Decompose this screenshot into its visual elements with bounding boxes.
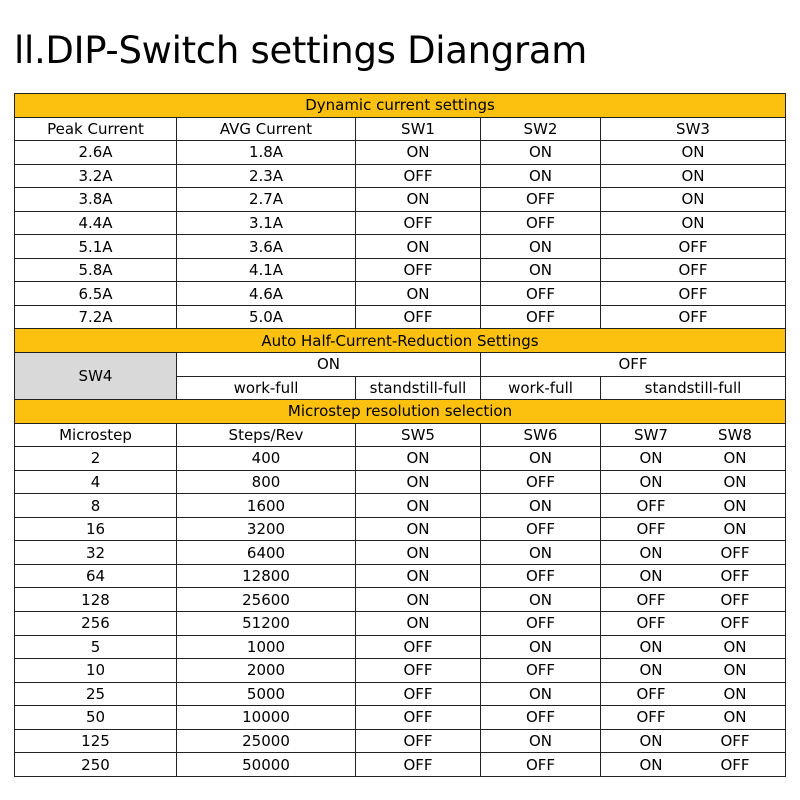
micro-cell: OFF <box>720 732 750 751</box>
micro-cell: OFF <box>720 567 750 586</box>
micro-row <box>15 564 786 588</box>
dynamic-cell: 1.8A <box>177 141 356 165</box>
micro-cell: ON <box>723 496 747 515</box>
micro-cell: ON <box>356 470 481 494</box>
dynamic-cell: ON <box>601 164 786 188</box>
micro-cell: OFF <box>356 682 481 706</box>
dynamic-cell: OFF <box>356 258 481 282</box>
micro-cell: 12800 <box>177 564 356 588</box>
micro-cell: ON <box>481 588 601 612</box>
micro-col-header: Steps/Rev <box>177 423 356 447</box>
micro-cell: 125 <box>15 729 177 753</box>
sw7-sw8-pair <box>601 589 785 611</box>
micro-cell: OFF <box>356 729 481 753</box>
micro-cell: OFF <box>481 753 601 777</box>
sw7-sw8-pair <box>601 565 785 587</box>
micro-cell: ON <box>723 661 747 680</box>
micro-row <box>15 729 786 753</box>
half-heading: Auto Half-Current-Reduction Settings <box>15 329 786 353</box>
micro-cell: 1600 <box>177 494 356 518</box>
micro-cell: OFF <box>481 706 601 730</box>
micro-column-headers <box>15 423 786 447</box>
sw7-sw8-cell <box>601 470 786 494</box>
dynamic-cell: ON <box>481 258 601 282</box>
dynamic-cell: 4.4A <box>15 211 177 235</box>
micro-cell: OFF <box>636 496 666 515</box>
dynamic-cell: 4.1A <box>177 258 356 282</box>
dynamic-cell: ON <box>356 282 481 306</box>
micro-cell: 5000 <box>177 682 356 706</box>
micro-cell: ON <box>481 729 601 753</box>
sw7-sw8-pair <box>601 471 785 493</box>
micro-cell: ON <box>639 543 663 562</box>
sw7-sw8-cell <box>601 635 786 659</box>
micro-cell: 50000 <box>177 753 356 777</box>
sw7-sw8-pair <box>601 447 785 469</box>
dynamic-heading: Dynamic current settings <box>15 94 786 118</box>
sw7-sw8-cell <box>601 612 786 636</box>
micro-col-header: SW7 <box>634 425 668 444</box>
dynamic-cell: ON <box>481 235 601 259</box>
micro-cell: 25600 <box>177 588 356 612</box>
dynamic-row <box>15 235 786 259</box>
micro-row <box>15 447 786 471</box>
micro-cell: ON <box>723 520 747 539</box>
micro-cell: 250 <box>15 753 177 777</box>
sw7-sw8-pair <box>601 495 785 517</box>
micro-cell: OFF <box>481 470 601 494</box>
micro-cell: ON <box>356 564 481 588</box>
micro-cell: 800 <box>177 470 356 494</box>
micro-cell: 64 <box>15 564 177 588</box>
micro-cell: OFF <box>636 614 666 633</box>
sw7-sw8-cell <box>601 564 786 588</box>
micro-cell: ON <box>723 473 747 492</box>
dynamic-cell: OFF <box>481 211 601 235</box>
micro-cell: OFF <box>481 517 601 541</box>
dynamic-cell: 3.8A <box>15 188 177 212</box>
dynamic-cell: 7.2A <box>15 305 177 329</box>
sw7-sw8-cell <box>601 682 786 706</box>
micro-cell: ON <box>723 684 747 703</box>
half-option: standstill-full <box>356 376 481 400</box>
micro-col-header: SW8 <box>718 425 752 444</box>
micro-cell: ON <box>639 449 663 468</box>
dynamic-cell: 3.2A <box>15 164 177 188</box>
micro-cell: OFF <box>636 520 666 539</box>
micro-row <box>15 753 786 777</box>
sw7-sw8-pair <box>601 659 785 681</box>
micro-cell: ON <box>481 682 601 706</box>
micro-cell: 2 <box>15 447 177 471</box>
micro-cell: ON <box>356 517 481 541</box>
micro-cell: OFF <box>720 590 750 609</box>
sw7-sw8-pair <box>601 612 785 634</box>
micro-cell: ON <box>356 494 481 518</box>
dynamic-cell: OFF <box>601 258 786 282</box>
micro-row <box>15 470 786 494</box>
dynamic-cell: 2.7A <box>177 188 356 212</box>
micro-cell: OFF <box>356 635 481 659</box>
micro-cell: ON <box>356 541 481 565</box>
micro-cell: 4 <box>15 470 177 494</box>
dynamic-cell: ON <box>356 188 481 212</box>
micro-row <box>15 517 786 541</box>
col-header-sw1: SW1 <box>356 117 481 141</box>
micro-row <box>15 588 786 612</box>
dynamic-row <box>15 211 786 235</box>
micro-cell: 400 <box>177 447 356 471</box>
micro-cell: OFF <box>636 590 666 609</box>
micro-cell: 6400 <box>177 541 356 565</box>
sw7-sw8-cell <box>601 494 786 518</box>
dynamic-cell: 3.1A <box>177 211 356 235</box>
micro-cell: OFF <box>356 659 481 683</box>
micro-cell: 5 <box>15 635 177 659</box>
col-header-sw2: SW2 <box>481 117 601 141</box>
micro-row <box>15 494 786 518</box>
micro-row <box>15 541 786 565</box>
col-header-avg-current: AVG Current <box>177 117 356 141</box>
micro-cell: ON <box>481 447 601 471</box>
micro-cell: OFF <box>356 706 481 730</box>
dynamic-cell: ON <box>601 188 786 212</box>
micro-cell: ON <box>639 473 663 492</box>
micro-row <box>15 682 786 706</box>
dynamic-cell: ON <box>356 141 481 165</box>
page-title: ll.DIP-Switch settings Diangram <box>14 29 587 72</box>
sw7-sw8-cell <box>601 517 786 541</box>
half-on-label: ON <box>177 353 481 377</box>
micro-cell: OFF <box>356 753 481 777</box>
half-off-label: OFF <box>481 353 786 377</box>
micro-cell: 25000 <box>177 729 356 753</box>
dynamic-row <box>15 258 786 282</box>
micro-cell: 1000 <box>177 635 356 659</box>
dynamic-cell: 3.6A <box>177 235 356 259</box>
micro-cell: ON <box>356 447 481 471</box>
dynamic-cell: OFF <box>356 164 481 188</box>
col-header-sw3: SW3 <box>601 117 786 141</box>
dynamic-section-header <box>15 94 786 118</box>
sw7-sw8-cell <box>601 753 786 777</box>
sw7-sw8-cell <box>601 706 786 730</box>
micro-section-header <box>15 400 786 424</box>
dynamic-cell: OFF <box>601 235 786 259</box>
micro-heading: Microstep resolution selection <box>15 400 786 424</box>
dynamic-column-headers <box>15 117 786 141</box>
micro-cell: 25 <box>15 682 177 706</box>
sw7-sw8-pair <box>601 683 785 705</box>
micro-cell: 16 <box>15 517 177 541</box>
sw7-sw8-pair <box>601 518 785 540</box>
dynamic-cell: 5.1A <box>15 235 177 259</box>
micro-cell: ON <box>356 588 481 612</box>
micro-cell: ON <box>639 567 663 586</box>
dynamic-cell: OFF <box>356 305 481 329</box>
dynamic-cell: 6.5A <box>15 282 177 306</box>
micro-cell: 32 <box>15 541 177 565</box>
micro-cell: ON <box>481 635 601 659</box>
micro-cell: OFF <box>636 684 666 703</box>
half-section-header <box>15 329 786 353</box>
dynamic-row <box>15 305 786 329</box>
micro-cell: 128 <box>15 588 177 612</box>
micro-cell: 50 <box>15 706 177 730</box>
micro-cell: ON <box>481 541 601 565</box>
micro-cell: OFF <box>720 755 750 774</box>
dynamic-cell: ON <box>356 235 481 259</box>
micro-cell: 51200 <box>177 612 356 636</box>
col-header-peak-current: Peak Current <box>15 117 177 141</box>
micro-cell: ON <box>356 612 481 636</box>
micro-row <box>15 706 786 730</box>
dynamic-cell: OFF <box>601 305 786 329</box>
micro-cell: OFF <box>481 612 601 636</box>
half-row-on-off <box>15 353 786 377</box>
micro-cell: 10 <box>15 659 177 683</box>
sw7-sw8-cell <box>601 423 786 447</box>
dynamic-cell: OFF <box>481 282 601 306</box>
half-option: work-full <box>481 376 601 400</box>
micro-row <box>15 659 786 683</box>
dynamic-row <box>15 141 786 165</box>
micro-cell: OFF <box>636 708 666 727</box>
sw7-sw8-pair <box>601 424 785 446</box>
micro-cell: 256 <box>15 612 177 636</box>
micro-col-header: Microstep <box>15 423 177 447</box>
micro-cell: ON <box>723 708 747 727</box>
micro-cell: 10000 <box>177 706 356 730</box>
sw7-sw8-cell <box>601 541 786 565</box>
dynamic-cell: ON <box>481 141 601 165</box>
micro-cell: 3200 <box>177 517 356 541</box>
dynamic-cell: ON <box>601 211 786 235</box>
dynamic-cell: 5.8A <box>15 258 177 282</box>
dip-switch-table-body <box>15 94 786 777</box>
sw7-sw8-cell <box>601 729 786 753</box>
half-option: work-full <box>177 376 356 400</box>
dynamic-row <box>15 188 786 212</box>
micro-cell: OFF <box>481 659 601 683</box>
micro-cell: 8 <box>15 494 177 518</box>
micro-cell: ON <box>639 755 663 774</box>
micro-cell: ON <box>723 449 747 468</box>
dynamic-cell: 2.3A <box>177 164 356 188</box>
dynamic-cell: 5.0A <box>177 305 356 329</box>
dynamic-cell: OFF <box>481 305 601 329</box>
micro-cell: ON <box>639 637 663 656</box>
sw7-sw8-cell <box>601 588 786 612</box>
dynamic-row <box>15 164 786 188</box>
micro-cell: ON <box>639 732 663 751</box>
dynamic-row <box>15 282 786 306</box>
sw4-label: SW4 <box>15 353 177 400</box>
dip-switch-table <box>14 93 786 777</box>
half-option: standstill-full <box>601 376 786 400</box>
micro-cell: OFF <box>720 543 750 562</box>
dynamic-cell: 4.6A <box>177 282 356 306</box>
dynamic-cell: OFF <box>481 188 601 212</box>
micro-cell: OFF <box>481 564 601 588</box>
sw7-sw8-pair <box>601 542 785 564</box>
dynamic-cell: ON <box>481 164 601 188</box>
dynamic-cell: OFF <box>601 282 786 306</box>
micro-cell: ON <box>723 637 747 656</box>
sw7-sw8-cell <box>601 659 786 683</box>
dynamic-cell: OFF <box>356 211 481 235</box>
dynamic-cell: ON <box>601 141 786 165</box>
sw7-sw8-pair <box>601 636 785 658</box>
micro-row <box>15 635 786 659</box>
dynamic-cell: 2.6A <box>15 141 177 165</box>
micro-col-header: SW6 <box>481 423 601 447</box>
micro-row <box>15 612 786 636</box>
sw7-sw8-pair <box>601 730 785 752</box>
micro-col-header: SW5 <box>356 423 481 447</box>
micro-cell: 2000 <box>177 659 356 683</box>
sw7-sw8-pair <box>601 706 785 728</box>
micro-cell: ON <box>639 661 663 680</box>
micro-cell: ON <box>481 494 601 518</box>
sw7-sw8-cell <box>601 447 786 471</box>
micro-cell: OFF <box>720 614 750 633</box>
sw7-sw8-pair <box>601 754 785 776</box>
